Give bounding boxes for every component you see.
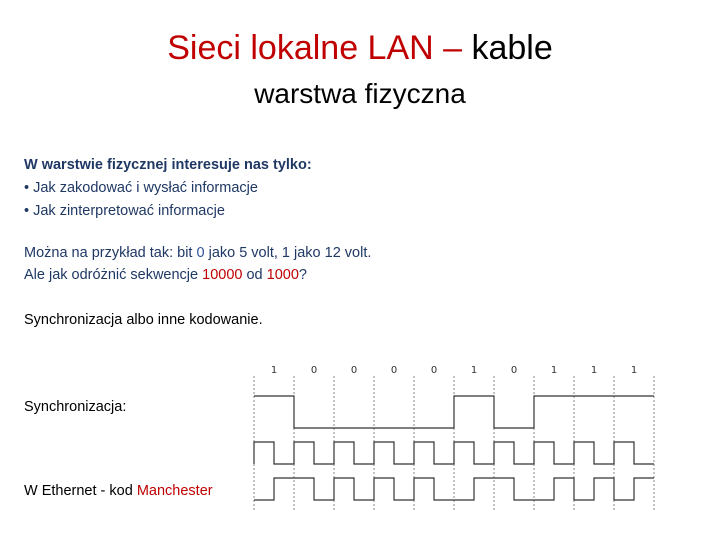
slide-subtitle: warstwa fizyczna bbox=[254, 78, 466, 109]
bit-label: 1 bbox=[590, 365, 598, 376]
sync-label: Synchronizacja: bbox=[24, 399, 127, 415]
bit-label: 0 bbox=[390, 365, 398, 376]
intro-heading: W warstwie fizycznej interesuje nas tylko: bbox=[24, 157, 312, 173]
example-line-1: Można na przykład tak: bit 0 jako 5 volt, 1 jako 12 volt. bbox=[24, 245, 372, 261]
nrz-signal-line bbox=[254, 396, 654, 428]
bit-label: 0 bbox=[350, 365, 358, 376]
bit-label: 1 bbox=[550, 365, 558, 376]
slide-title: Sieci lokalne LAN – kable bbox=[167, 29, 553, 67]
intro-bullet-2: • Jak zinterpretować informacje bbox=[24, 203, 225, 219]
bit-label: 0 bbox=[510, 365, 518, 376]
bit-label: 1 bbox=[470, 365, 478, 376]
ethernet-line: W Ethernet - kod Manchester bbox=[24, 483, 213, 499]
sync-note: Synchronizacja albo inne kodowanie. bbox=[24, 312, 263, 328]
example-line-2: Ale jak odróżnić sekwencje 10000 od 1000? bbox=[24, 267, 307, 283]
bit-label: 0 bbox=[310, 365, 318, 376]
bit-label: 1 bbox=[630, 365, 638, 376]
bit-label: 0 bbox=[430, 365, 438, 376]
bit-label: 1 bbox=[270, 365, 278, 376]
intro-bullet-1: • Jak zakodować i wysłać informacje bbox=[24, 180, 258, 196]
clock-signal-line bbox=[254, 442, 654, 464]
waveform-diagram bbox=[250, 360, 670, 510]
